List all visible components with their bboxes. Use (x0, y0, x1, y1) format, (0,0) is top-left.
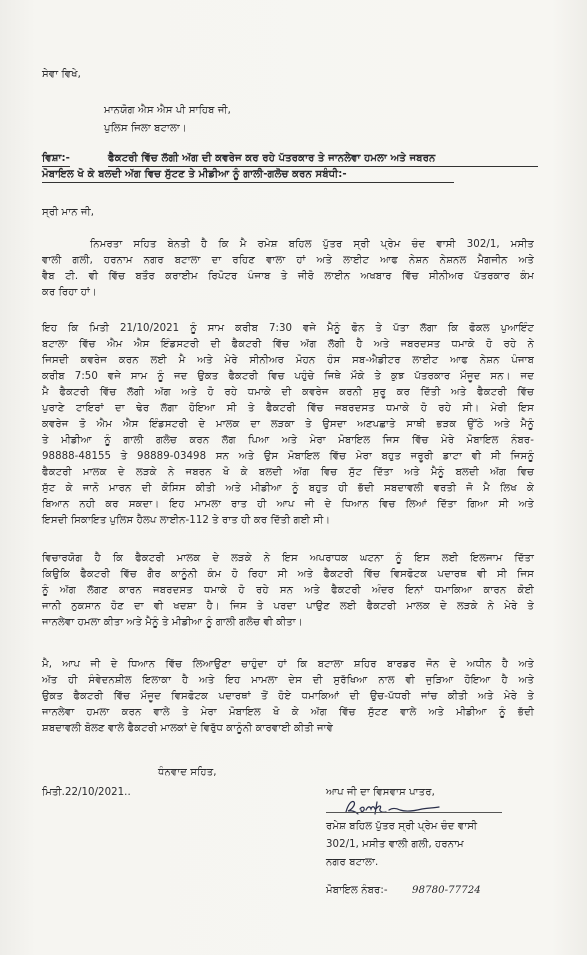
sender-line-1: ਰਮੇਸ਼ ਬਹਿਲ ਪੁੱਤਰ ਸ੍ਰੀ ਪ੍ਰੇਮ ਚੰਦ ਵਾਸੀ (326, 821, 478, 832)
paragraph-2-line-2: ਬਟਾਲਾ ਵਿੱਚ ਐਮ ਐਸ ਇੰਡਸਟਰੀ ਦੀ ਫੈਕਟਰੀ ਵਿੱਚ ਅੱਗ ਲੱਗੀ ਹੈ ਅਤੇ ਜਬਰਦਸਤ ਧਮਾਕੇ ਹੋ ਰਹੇ ਨੇ (42, 339, 534, 350)
paragraph-4-line-3: ਉਕਤ ਫੈਕਟਰੀ ਵਿੱਚ ਮੌਜੂਦ ਵਿਸਫੋਟਕ ਪਦਾਰਥਾਂ ਤੋਂ ਹੋਏ ਧਮਾਕਿਆਂ ਦੀ ਉਚ-ਪੱਧਰੀ ਜਾਂਚ ਕੀਤੀ ਅਤੇ ਮੇਰੇ ਤੇ (42, 691, 534, 702)
paragraph-2-line-8: ਤੇ ਮੀਡੀਆ ਨੂੰ ਗਾਲੀ ਗਲੋਚ ਕਰਨ ਲੱਗ ਪਿਆ ਅਤੇ ਮੇਰਾ ਮੋਬਾਇਲ ਜਿਸ ਵਿੱਚ ਮੇਰੇ ਮੋਬਾਇਲ ਨੰਬਰ- (42, 435, 534, 446)
paragraph-2-line-9: 98888-48155 ਤੇ 98889-03498 ਸਨ ਅਤੇ ਉਸ ਮੋਬਾਇਲ ਵਿੱਚ ਮੇਰਾ ਬਹੁਤ ਜਰੂਰੀ ਡਾਟਾ ਵੀ ਸੀ ਜਿਸਨੂੰ (42, 451, 534, 462)
signature-line (326, 812, 502, 813)
subject-label: ਵਿਸ਼ਾ:- (42, 152, 70, 167)
paragraph-2-line-3: ਜਿਸਦੀ ਕਵਰੇਜ ਕਰਨ ਲਈ ਮੈ ਅਤੇ ਮੇਰੇ ਸੀਨੀਅਰ ਮੋਹਨ ਹੰਸ ਸਬ-ਐਡੀਟਰ ਲਾਈਟ ਆਫ ਨੇਸ਼ਨ ਪੰਜਾਬ (42, 355, 534, 366)
paragraph-3-line-4: ਜਾਨੀ ਨੁਕਸਾਨ ਹੋਣ ਦਾ ਵੀ ਖਦਸ਼ਾ ਹੈ। ਜਿਸ ਤੇ ਪਰਦਾ ਪਾਉਣ ਲਈ ਫੈਕਟਰੀ ਮਾਲਕ ਦੇ ਲੜਕੇ ਨੇ ਮੇਰੇ ਤੇ (42, 601, 534, 612)
addressee-line-1: ਮਾਨਯੋਗ ਐਸ ਐਸ ਪੀ ਸਾਹਿਬ ਜੀ, (104, 105, 231, 116)
sign-off: ਆਪ ਜੀ ਦਾ ਵਿਸਵਾਸ ਪਾਤਰ, (326, 787, 435, 798)
paragraph-3-line-1: ਵਿਚਾਰਯੋਗ ਹੈ ਕਿ ਫੈਕਟਰੀ ਮਾਲਕ ਦੇ ਲੜਕੇ ਨੇ ਇਸ ਅਪਰਾਧਕ ਘਟਨਾ ਨੂੰ ਇਸ ਲਈ ਇਲਜਾਮ ਦਿੱਤਾ (42, 553, 534, 564)
sender-line-2: 302/1, ਮਸੀਤ ਵਾਲੀ ਗਲੀ, ਹਰਨਾਮ (326, 839, 464, 850)
paragraph-2-line-12: ਬਿਆਨ ਨਹੀ ਕਰ ਸਕਦਾ। ਇਹ ਮਾਮਲਾ ਰਾਤ ਹੀ ਆਪ ਜੀ ਦੇ ਧਿਆਨ ਵਿਚ ਲਿਆਂ ਦਿੱਤਾ ਗਿਆ ਸੀ ਅਤੇ (42, 499, 534, 510)
closing: ਧੰਨਵਾਦ ਸਹਿਤ, (158, 767, 217, 778)
letter-date: ਮਿਤੀ.22/10/2021.. (42, 787, 131, 798)
paragraph-2-line-6: ਪੁਰਾਣੇ ਟਾਇਰਾਂ ਦਾ ਢੇਰ ਲੱਗਾ ਹੋਇਆ ਸੀ ਤੇ ਫੈਕਟਰੀ ਵਿੱਚ ਜਬਰਦਸਤ ਧਮਾਕੇ ਹੋ ਰਹੇ ਸੀ। ਮੇਰੀ ਇਸ (42, 403, 534, 414)
mobile-number: 98780-77724 (412, 885, 481, 896)
paragraph-1-line-2: ਵਾਲੀ ਗਲੀ, ਹਰਨਾਮ ਨਗਰ ਬਟਾਲਾ ਦਾ ਰਹਿਣ ਵਾਲਾ ਹਾਂ ਅਤੇ ਲਾਈਟ ਆਫ ਨੇਸ਼ਨ ਨੇਸ਼ਨਲ ਮੈਗਜੀਨ ਅਤੇ (42, 255, 534, 266)
sender-line-3: ਨਗਰ ਬਟਾਲਾ. (326, 857, 379, 868)
subject-line-2: ਮੋਬਾਇਲ ਖੋ ਕੇ ਬਲਦੀ ਅੱਗ ਵਿਚ ਸੁੱਟਣ ਤੇ ਮੀਡੀਆ ਨੂੰ ਗਾਲੀ-ਗਲੋਚ ਕਰਨ ਸਬੰਧੀ:- (42, 168, 454, 183)
paragraph-1-line-1: ਨਿਮਰਤਾ ਸਹਿਤ ਬੇਨਤੀ ਹੈ ਕਿ ਮੈ ਰਮੇਸ਼ ਬਹਿਲ ਪੁੱਤਰ ਸ੍ਰੀ ਪ੍ਰੇਮ ਚੰਦ ਵਾਸੀ 302/1, ਮਸੀਤ (90, 239, 534, 250)
subject-line-1: ਫੈਕਟਰੀ ਵਿੱਚ ਲੱਗੀ ਅੱਗ ਦੀ ਕਵਰੇਜ ਕਰ ਰਹੇ ਪੱਤਰਕਾਰ ਤੇ ਜਾਨਲੇਵਾ ਹਮਲਾ ਅਤੇ ਜਬਰਨ (108, 152, 538, 167)
paragraph-2-line-7: ਕਵਰੇਜ ਤੋ ਐਮ ਐਸ ਇੰਡਸਟਰੀ ਦੇ ਮਾਲਕ ਦਾ ਲੜਕਾ ਤੇ ਉਸਦਾ ਅਣਪਛਾਤੇ ਸਾਥੀ ਭੜਕ ਉੱਠੇ ਅਤੇ ਮੈਨੂੰ (42, 419, 534, 430)
signature-image (342, 796, 442, 818)
paragraph-2-line-11: ਸੁੱਟ ਕੇ ਜਾਨੋ ਮਾਰਨ ਦੀ ਕੋਸਿਸ ਕੀਤੀ ਅਤੇ ਮੀਡੀਆ ਨੂੰ ਬਹੁਤ ਹੀ ਭੱਦੀ ਸਬਦਾਵਲੀ ਵਰਤੀ ਜੋ ਮੈ ਲਿਖ ਕੇ (42, 483, 534, 494)
paragraph-4-line-2: ਅੱਤ ਹੀ ਸੰਵੇਦਨਸ਼ੀਲ ਇਲਾਕਾ ਹੈ ਅਤੇ ਇਹ ਮਾਮਲਾ ਦੇਸ ਦੀ ਸੁਰੱਖਿਆ ਨਾਲ ਵੀ ਜੁੜਿਆ ਹੋਇਆ ਹੈ ਅਤੇ (42, 675, 534, 686)
addressee-line-2: ਪੁਲਿਸ ਜਿਲਾ ਬਟਾਲਾ। (104, 123, 187, 134)
paragraph-2-line-13: ਇਸਦੀ ਸਿਕਾਇਤ ਪੁਲਿਸ ਹੈਲਪ ਲਾਈਨ-112 ਤੇ ਰਾਤ ਹੀ ਕਰ ਦਿੱਤੀ ਗਈ ਸੀ। (42, 515, 331, 526)
paragraph-4-line-1: ਮੈ, ਆਪ ਜੀ ਦੇ ਧਿਆਨ ਵਿੱਚ ਲਿਆਉਣਾ ਚਾਹੁੰਦਾ ਹਾਂ ਕਿ ਬਟਾਲਾ ਸ਼ਹਿਰ ਬਾਰਡਰ ਜੋਨ ਦੇ ਅਧੀਨ ਹੈ ਅਤੇ (42, 659, 534, 670)
mobile-label: ਮੋਬਾਇਲ ਨੰਬਰ:- (326, 885, 388, 896)
paragraph-4-line-4: ਜਾਨਲੇਵਾ ਹਮਲਾ ਕਰਨ ਵਾਲੇ ਤੇ ਮੇਰਾ ਮੋਬਾਇਲ ਖੋ ਕੇ ਅੱਗ ਵਿੱਚ ਸੁੱਟਣ ਵਾਲੇ ਅਤੇ ਮੀਡੀਆ ਨੂੰ ਭੱਦੀ (42, 707, 534, 718)
paragraph-2-line-4: ਕਰੀਬ 7:50 ਵਜੇ ਸਾਮ ਨੂੰ ਜਦ ਉਕਤ ਫੈਕਟਰੀ ਵਿਚ ਪਹੁੰਚੇ ਜਿਥੇ ਮੌਕੇ ਤੇ ਕੁਝ ਪੱਤਰਕਾਰ ਮੌਜੂਦ ਸਨ। ਜਦ (42, 371, 534, 382)
paragraph-2-line-1: ਇਹ ਕਿ ਮਿਤੀ 21/10/2021 ਨੂੰ ਸਾਮ ਕਰੀਬ 7:30 ਵਜੇ ਮੈਨੂੰ ਫੋਨ ਤੇ ਪੱਤਾ ਲੱਗਾ ਕਿ ਫੋਕਲ ਪੁਆਇੰਟ (42, 323, 534, 334)
greeting: ਸ੍ਰੀ ਮਾਨ ਜੀ, (42, 207, 94, 218)
paragraph-3-line-5: ਜਾਨਲੇਵਾ ਹਮਲਾ ਕੀਤਾ ਅਤੇ ਮੈਨੂੰ ਤੇ ਮੀਡੀਆ ਨੂੰ ਗਾਲੀ ਗਲੋਚ ਵੀ ਕੀਤਾ। (42, 617, 303, 628)
paragraph-1-line-4: ਕਰ ਰਿਹਾ ਹਾਂ। (42, 287, 97, 298)
paragraph-2-line-10: ਫੈਕਟਰੀ ਮਾਲਕ ਦੇ ਲੜਕੇ ਨੇ ਜਬਰਨ ਖੋ ਕੇ ਬਲਦੀ ਅੱਗ ਵਿਚ ਸੁੱਟ ਦਿੱਤਾ ਅਤੇ ਮੈਨੂੰ ਬਲਦੀ ਅੱਗ ਵਿਚ (42, 467, 534, 478)
paragraph-3-line-3: ਨੂੰ ਅੱਗ ਲੱਗਣ ਕਾਰਨ ਜਬਰਦਸਤ ਧਮਾਕੇ ਹੋ ਰਹੇ ਸਨ ਅਤੇ ਫੈਕਟਰੀ ਅੰਦਰ ਇਨਾਂ ਧਮਾਕਿਆ ਕਾਰਨ ਕੋਈ (42, 585, 534, 596)
paragraph-3-line-2: ਕਿਉਕਿ ਫੈਕਟਰੀ ਵਿੱਚ ਗੈਰ ਕਾਨੂੰਨੀ ਕੰਮ ਹੋ ਰਿਹਾ ਸੀ ਅਤੇ ਫੈਕਟਰੀ ਵਿੱਚ ਵਿਸਫੋਟਕ ਪਦਾਰਥ ਵੀ ਸੀ ਜਿਸ (42, 569, 534, 580)
paragraph-1-line-3: ਵੈਬ ਟੀ. ਵੀ ਵਿੱਚ ਬਤੌਰ ਕਰਾਈਮ ਰਿਪੋਟਰ ਪੰਜਾਬ ਤੇ ਜੀਰੋ ਲਾਈਨ ਅਖਬਾਰ ਵਿੱਚ ਸੀਨੀਅਰ ਪੱਤਰਕਾਰ ਕੰਮ (42, 271, 534, 282)
salutation: ਸੇਵਾ ਵਿਖੇ, (42, 69, 81, 80)
paragraph-2-line-5: ਮੈ ਫੈਕਟਰੀ ਵਿੱਚ ਲੱਗੀ ਅੱਗ ਅਤੇ ਹੋ ਰਹੇ ਧਮਾਕੇ ਦੀ ਕਵਰੇਜ ਕਰਨੀ ਸੁਰੂ ਕਰ ਦਿੱਤੀ ਅਤੇ ਫੈਕਟਰੀ ਵਿੱਚ (42, 387, 534, 398)
paragraph-4-line-5: ਸ਼ਬਦਾਵਲੀ ਬੋਲਣ ਵਾਲੇ ਫੈਕਟਰੀ ਮਾਲਕਾਂ ਦੇ ਵਿਰੁੱਧ ਕਾਨੂੰਨੀ ਕਾਰਵਾਈ ਕੀਤੀ ਜਾਵੇ (42, 723, 334, 734)
